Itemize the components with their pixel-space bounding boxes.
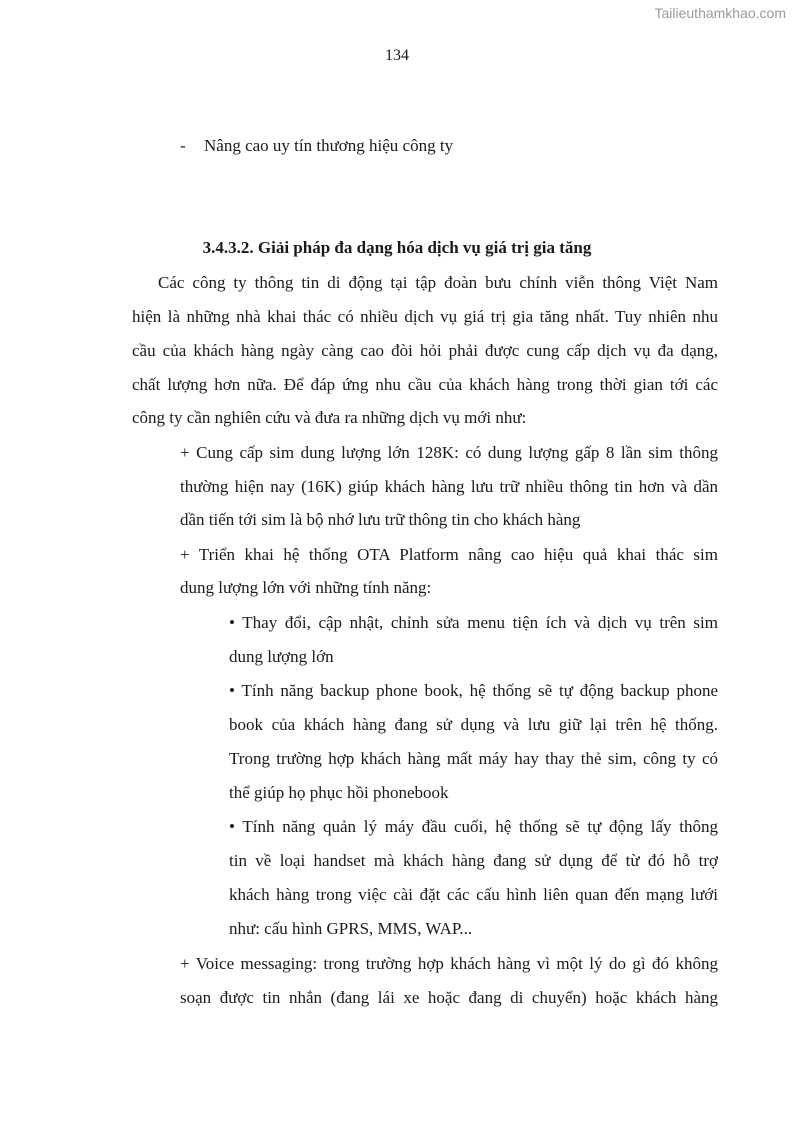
text-line: • Tính năng quản lý máy đầu cuối, hệ thống sẽ tự động lấy thông <box>229 817 718 836</box>
page-number: 134 <box>385 47 409 64</box>
text-line: book của khách hàng đang sử dụng và lưu giữ lại trên hệ thống. <box>229 715 718 734</box>
text-line: thể giúp họ phục hồi phonebook <box>229 783 449 802</box>
text-line: soạn được tin nhắn (đang lái xe hoặc đang di chuyển) hoặc khách hàng <box>180 988 718 1007</box>
watermark: Tailieuthamkhao.com <box>654 5 786 21</box>
text-line: dần tiến tới sim là bộ nhớ lưu trữ thông tin cho khách hàng <box>180 510 581 529</box>
text-line: • Tính năng backup phone book, hệ thống sẽ tự động backup phone <box>229 681 718 700</box>
text-line: chất lượng hơn nữa. Để đáp ứng nhu cầu của khách hàng trong thời gian tới các <box>132 375 718 394</box>
text-line: cầu của khách hàng ngày càng cao đòi hỏi phải được cung cấp dịch vụ đa dạng, <box>132 341 718 360</box>
text-line: + Voice messaging: trong trường hợp khách hàng vì một lý do gì đó không <box>180 954 718 973</box>
text-line: như: cấu hình GPRS, MMS, WAP... <box>229 919 473 938</box>
text-line: + Cung cấp sim dung lượng lớn 128K: có dung lượng gấp 8 lần sim thông <box>180 443 718 462</box>
dash-item-text: Nâng cao uy tín thương hiệu công ty <box>204 136 454 155</box>
text-line: hiện là những nhà khai thác có nhiều dịch vụ giá trị gia tăng nhất. Tuy nhiên nhu <box>132 307 718 326</box>
text-line: Trong trường hợp khách hàng mất máy hay thay thẻ sim, công ty có <box>229 749 718 768</box>
text-line: Các công ty thông tin di động tại tập đoàn bưu chính viễn thông Việt Nam <box>158 273 718 292</box>
text-line: khách hàng trong việc cài đặt các cấu hình liên quan đến mạng lưới <box>229 885 718 904</box>
section-heading: 3.4.3.2. Giải pháp đa dạng hóa dịch vụ giá trị gia tăng <box>202 238 592 257</box>
text-line: tin về loại handset mà khách hàng đang sử dụng để từ đó hỗ trợ <box>229 851 718 870</box>
text-line: • Thay đổi, cập nhật, chỉnh sửa menu tiện ích và dịch vụ trên sim <box>229 613 718 632</box>
text-line: dung lượng lớn <box>229 647 334 666</box>
text-line: + Triển khai hệ thống OTA Platform nâng cao hiệu quả khai thác sim <box>180 545 718 564</box>
dash-marker: - <box>180 136 186 155</box>
text-line: thường hiện nay (16K) giúp khách hàng lưu trữ nhiều thông tin hơn và dần <box>180 477 718 496</box>
text-line: công ty cần nghiên cứu và đưa ra những dịch vụ mới như: <box>132 408 527 427</box>
text-line: dung lượng lớn với những tính năng: <box>180 578 432 597</box>
